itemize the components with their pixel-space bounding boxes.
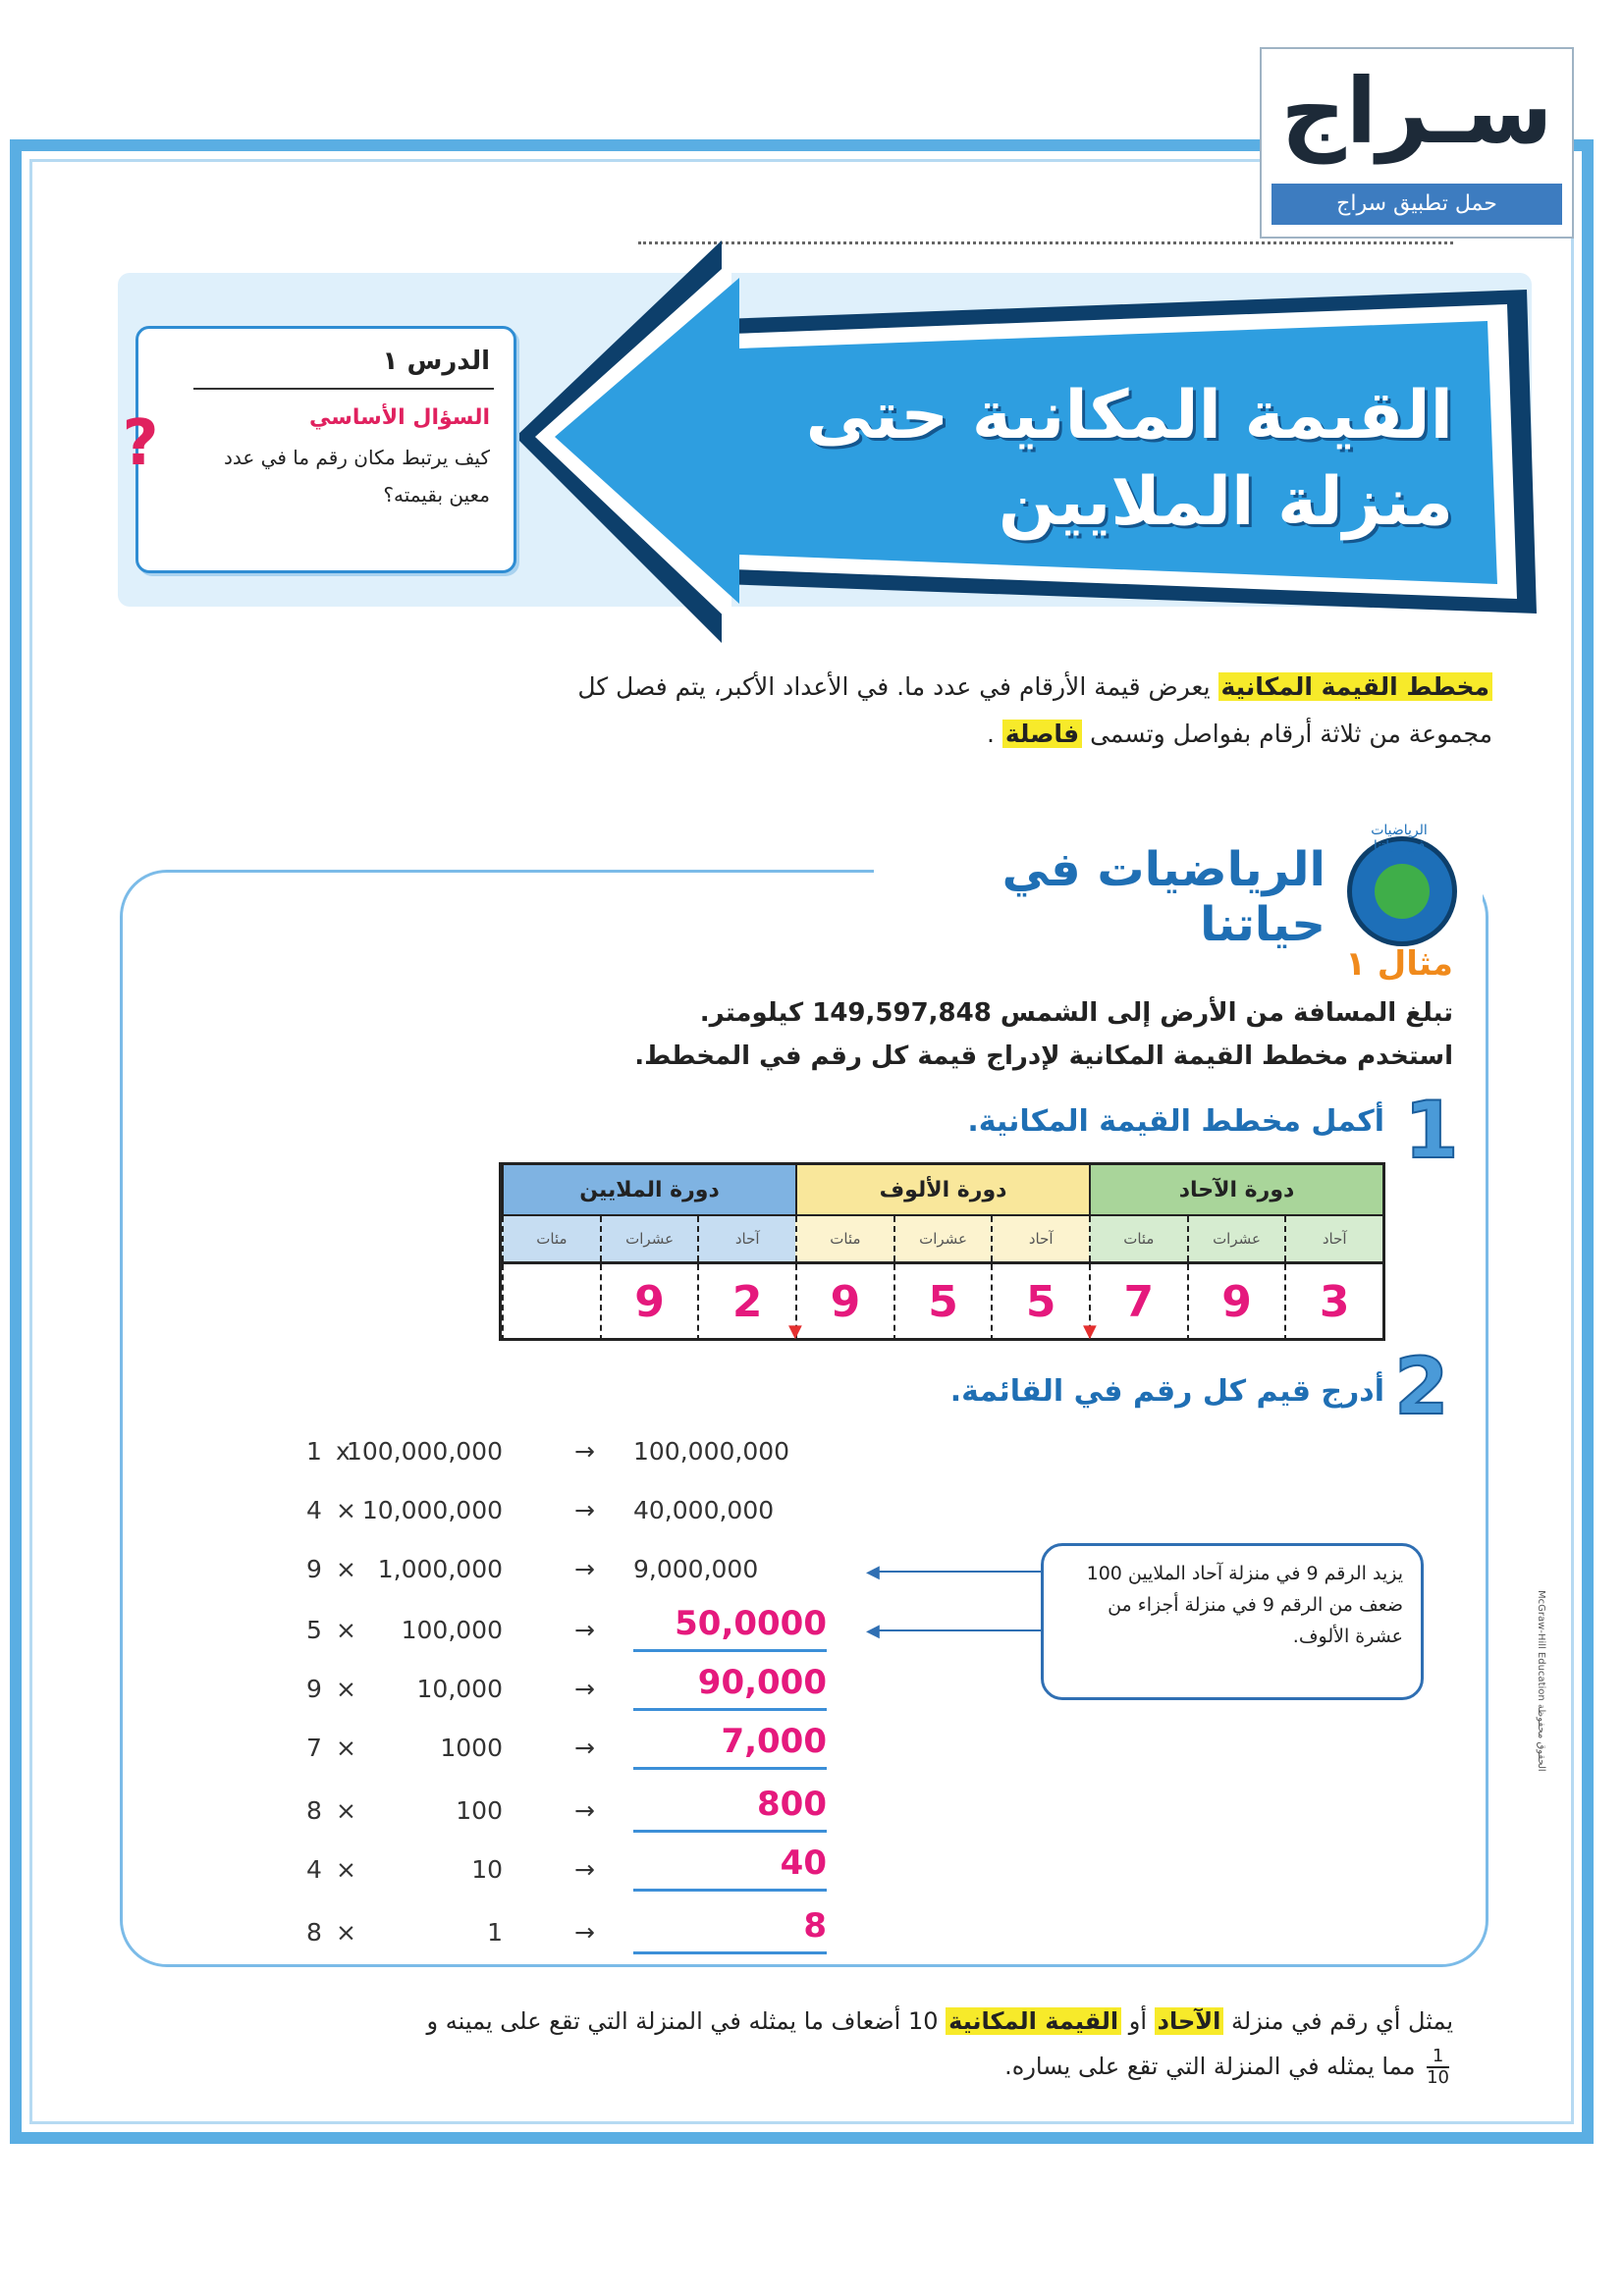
multiplier: 8 xyxy=(306,1796,322,1825)
times-sign: × xyxy=(336,1796,356,1825)
note-pointer-head-icon: ◀ xyxy=(866,1562,880,1582)
lesson-number: الدرس ١ xyxy=(382,347,490,376)
copyright-note: McGraw-Hill Education الحقوق محفوظة xyxy=(1536,1590,1546,1772)
card-divider xyxy=(193,388,494,390)
times-sign: x xyxy=(336,1437,351,1466)
rule-text-1: يمثل أي رقم في منزلة xyxy=(1223,2007,1453,2035)
result-value: 40,000,000 xyxy=(633,1496,775,1524)
step2-number: 2 xyxy=(1394,1341,1449,1432)
expansion-row xyxy=(295,1555,844,1594)
fraction xyxy=(1427,2047,1449,2088)
place-value-number: 1000 xyxy=(440,1734,503,1762)
times-sign: × xyxy=(336,1918,356,1947)
place-label: مئات xyxy=(1089,1216,1187,1261)
arrow-icon: → xyxy=(574,1616,595,1644)
times-sign: × xyxy=(336,1675,356,1703)
digit-cell[interactable] xyxy=(502,1264,600,1341)
example-text xyxy=(589,991,1453,1078)
place-label: آحاد xyxy=(697,1216,795,1261)
multiplier: 4 xyxy=(306,1855,322,1884)
period-millions: دورة الملايين xyxy=(502,1165,795,1216)
multiplier: 4 xyxy=(306,1496,322,1524)
comma-marker: ▼ xyxy=(1083,1321,1097,1342)
place-value-number: 10,000,000 xyxy=(361,1496,503,1524)
arrow-icon: → xyxy=(574,1734,595,1762)
globe-land-icon xyxy=(1375,864,1430,919)
term-comma: فاصلة xyxy=(1002,720,1082,748)
note-box xyxy=(1041,1543,1424,1700)
arrow-icon: → xyxy=(574,1855,595,1884)
digit-cell[interactable]: 9 xyxy=(600,1264,698,1341)
multiplier: 1 xyxy=(306,1437,322,1466)
times-sign: × xyxy=(336,1496,356,1524)
answer-field[interactable]: 50,0000 xyxy=(633,1604,827,1652)
expansion-row xyxy=(295,1437,844,1476)
term-place-value-chart: مخطط القيمة المكانية xyxy=(1218,672,1493,701)
digit-cell[interactable]: 7 xyxy=(1089,1264,1187,1341)
fraction-numerator: 1 xyxy=(1427,2047,1449,2068)
arrow-icon: → xyxy=(574,1496,595,1524)
note-pointer-head-icon: ◀ xyxy=(866,1621,880,1641)
digit-cell[interactable]: 5 xyxy=(991,1264,1089,1341)
digit-cell[interactable]: 9 xyxy=(1187,1264,1285,1341)
logo-name: سـراج xyxy=(1280,59,1553,164)
expansion-row xyxy=(295,1906,844,1957)
place-value-number: 100 xyxy=(456,1796,503,1825)
multiplier: 8 xyxy=(306,1918,322,1947)
answer-field[interactable]: 8 xyxy=(633,1906,827,1954)
answer-field[interactable]: 7,000 xyxy=(633,1722,827,1770)
times-sign: × xyxy=(336,1855,356,1884)
intro-text-1: يعرض قيمة الأرقام في عدد ما. في الأعداد الأكبر، يتم فصل كل مجموعة من ثلاثة أرقام بفواصل وتسمى xyxy=(577,672,1492,748)
times-sign: × xyxy=(336,1555,356,1583)
expansion-row xyxy=(295,1496,844,1535)
arrow-icon: → xyxy=(574,1555,595,1583)
comma-marker: ▼ xyxy=(788,1321,802,1342)
place-label: عشرات xyxy=(1187,1216,1285,1261)
rule-text-3: 10 أضعاف ما يمثله في المنزلة التي تقع على يمينه و xyxy=(426,2007,947,2035)
place-label: عشرات xyxy=(893,1216,992,1261)
arrow-icon: → xyxy=(574,1675,595,1703)
result-value: 9,000,000 xyxy=(633,1555,759,1583)
note-pointer-line xyxy=(874,1629,1043,1631)
section-title: الرياضيات في حياتنا xyxy=(1001,842,1325,952)
multiplier: 9 xyxy=(306,1555,322,1583)
lesson-title xyxy=(727,373,1453,546)
place-label: عشرات xyxy=(600,1216,698,1261)
term-ones: الآحاد xyxy=(1155,2007,1224,2035)
note-text: يزيد الرقم 9 في منزلة آحاد الملايين 100 ضعف من الرقم 9 في منزلة أجزاء من عشرة الألوف. xyxy=(1086,1563,1403,1647)
expansion-row xyxy=(295,1722,844,1773)
rule-text-2: أو xyxy=(1121,2007,1155,2035)
answer-field[interactable]: 800 xyxy=(633,1785,827,1833)
period-ones: دورة الآحاد xyxy=(1089,1165,1382,1216)
globe-caption: الرياضيات في حياتنا xyxy=(1371,823,1428,854)
step1-text: أكمل مخطط القيمة المكانية. xyxy=(967,1104,1384,1139)
multiplier: 5 xyxy=(306,1616,322,1644)
place-value-rule xyxy=(412,1999,1453,2089)
term-place-value: القيمة المكانية xyxy=(946,2007,1121,2035)
multiplier: 9 xyxy=(306,1675,322,1703)
essential-question-label: السؤال الأساسي xyxy=(309,405,490,430)
place-label: مئات xyxy=(502,1216,600,1261)
times-sign: × xyxy=(336,1734,356,1762)
step1-number: 1 xyxy=(1404,1085,1459,1176)
rule-text-4: مما يمثله في المنزلة التي تقع على يساره. xyxy=(1004,2053,1424,2080)
expansion-row xyxy=(295,1785,844,1836)
answer-field[interactable]: 90,000 xyxy=(633,1663,827,1711)
place-value-number: 100,000 xyxy=(401,1616,503,1644)
digit-cell[interactable]: 9 xyxy=(795,1264,893,1341)
place-value-number: 10,000 xyxy=(416,1675,503,1703)
arrow-icon: → xyxy=(574,1918,595,1947)
digit-cell[interactable]: 5 xyxy=(893,1264,992,1341)
expansion-row xyxy=(295,1843,844,1895)
place-value-number: 1,000,000 xyxy=(377,1555,503,1583)
multiplier: 7 xyxy=(306,1734,322,1762)
place-value-number: 10 xyxy=(471,1855,503,1884)
place-label: آحاد xyxy=(991,1216,1089,1261)
essential-question-text: كيف يرتبط مكان رقم ما في عدد معين بقيمته؟ xyxy=(223,446,490,507)
siraj-logo[interactable] xyxy=(1260,47,1574,239)
place-value-number: 100,000,000 xyxy=(346,1437,503,1466)
fraction-denominator: 10 xyxy=(1427,2067,1449,2088)
lesson-title-line2: منزلة الملايين xyxy=(998,463,1453,541)
intro-paragraph xyxy=(550,664,1492,758)
step2-text: أدرج قيم كل رقم في القائمة. xyxy=(949,1374,1384,1409)
place-value-chart xyxy=(499,1162,1385,1341)
digit-row xyxy=(502,1261,1382,1341)
logo-tagline: حمل تطبيق سراج xyxy=(1271,184,1562,225)
times-sign: × xyxy=(336,1616,356,1644)
arrow-icon: → xyxy=(574,1437,595,1466)
lesson-title-line1: القيمة المكانية حتى xyxy=(805,377,1453,454)
place-label-row xyxy=(502,1216,1382,1261)
example-line2: استخدم مخطط القيمة المكانية لإدراج قيمة كل رقم في المخطط. xyxy=(634,1041,1453,1071)
arrow-icon: → xyxy=(574,1796,595,1825)
digit-cell[interactable]: 2 xyxy=(697,1264,795,1341)
example-line1: تبلغ المسافة من الأرض إلى الشمس 149,597,848 كيلومتر. xyxy=(699,998,1453,1028)
note-pointer-line xyxy=(874,1571,1043,1573)
period-thousands: دورة الألوف xyxy=(795,1165,1089,1216)
example-label: مثال ١ xyxy=(1345,944,1453,984)
digit-cell[interactable]: 3 xyxy=(1284,1264,1382,1341)
lesson-card xyxy=(122,326,516,573)
place-value-number: 1 xyxy=(487,1918,503,1947)
expansion-row xyxy=(295,1604,844,1655)
place-label: آحاد xyxy=(1284,1216,1382,1261)
result-value: 100,000,000 xyxy=(633,1437,790,1466)
question-mark-icon: ? xyxy=(122,407,159,480)
expansion-row xyxy=(295,1663,844,1714)
period-row xyxy=(502,1165,1382,1216)
intro-text-2: . xyxy=(986,720,1002,748)
answer-field[interactable]: 40 xyxy=(633,1843,827,1892)
place-label: مئات xyxy=(795,1216,893,1261)
